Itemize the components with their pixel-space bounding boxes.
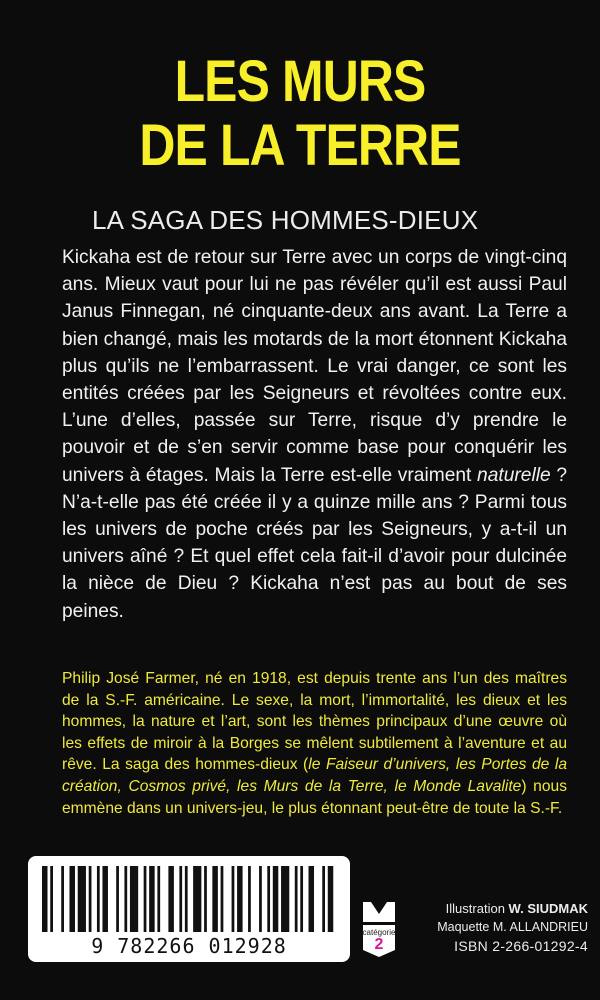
barcode-bar — [273, 866, 279, 932]
barcode-bar — [89, 866, 92, 932]
credits-block — [388, 900, 588, 956]
barcode-bar — [78, 866, 86, 932]
author-bio-paragraph — [62, 668, 567, 819]
barcode-bar — [212, 866, 218, 932]
illustration-credit — [388, 900, 588, 918]
barcode-bar — [168, 866, 174, 932]
barcode-bar — [130, 866, 138, 932]
barcode-bar — [300, 866, 303, 932]
barcode-bar — [144, 866, 147, 932]
barcode-bar — [221, 866, 224, 932]
blurb-paragraph — [62, 244, 567, 625]
barcode-bar — [281, 866, 289, 932]
barcode-bar — [259, 866, 262, 932]
barcode-bar — [237, 866, 243, 932]
barcode-bar — [248, 866, 251, 932]
barcode-bar — [124, 866, 127, 932]
book-title-line-2: DE LA TERRE — [139, 113, 461, 178]
bio-book-titles: le Faiseur d’univers, les Portes de la création, Cosmos privé, les Murs de la Terre, le Monde Lavalite — [62, 756, 567, 795]
blurb-italic-word: naturelle — [477, 464, 551, 486]
barcode-bar — [328, 866, 334, 932]
illustrator-name: W. SIUDMAK — [508, 901, 588, 916]
blurb-text-part-1: Kickaha est de retour sur Terre avec un corps de vingt-cinq ans. Mieux vaut pour lui ne pas révéler qu’il est aussi Paul Janus Finnegan, né cinquante-deux ans avant. La Terre a bien changé, mais les motards de la mort étonnent Kickaha plus qu’ils ne l’embarrassent. Le vrai danger, ce sont les entités créées par les Seigneurs et révoltées contre eux. L’une d’elles, passée sur Terre, risque d’y prendre le pouvoir et de s’en servir comme base pour conquérir les univers à étages. Mais la Terre est-elle vraiment — [62, 247, 567, 486]
barcode-bar — [295, 866, 298, 932]
barcode-bars — [42, 866, 336, 932]
category-label: catégorie — [362, 928, 396, 937]
barcode-digits: 9 782266 012928 — [91, 934, 287, 958]
isbn-number: ISBN 2-266-01292-4 — [454, 938, 588, 954]
barcode-bar — [267, 866, 270, 932]
barcode-bar — [193, 866, 201, 932]
bio-text-part-1: Philip José Farmer, né en 1918, est depuis trente ans l’un des maîtres de la S.-F. américaine. Le sexe, la mort, l’immortalité, les dieux et les hommes, la nature et l’art, sont les thèmes principaux d’une œuvre où les effets de miroir à la Borges se mêlent subtilement à l’aventure et au rêve. La saga des hommes-dieux ( — [62, 670, 567, 774]
book-title-line-1: LES MURS — [174, 49, 426, 114]
series-subtitle: LA SAGA DES HOMMES-DIEUX — [92, 205, 479, 235]
barcode-bar — [97, 866, 100, 932]
barcode-bar — [179, 866, 182, 932]
barcode-bar — [185, 866, 188, 932]
barcode-bar — [42, 866, 48, 932]
book-title — [42, 50, 558, 178]
barcode-bar — [116, 866, 119, 932]
barcode-panel — [28, 856, 350, 962]
barcode-bar — [157, 866, 160, 932]
layout-credit: Maquette M. ALLANDRIEU — [437, 920, 588, 934]
barcode-bar — [102, 866, 108, 932]
category-number: 2 — [374, 936, 384, 953]
barcode-bar — [61, 866, 64, 932]
barcode-bar — [309, 866, 315, 932]
illustration-label: Illustration — [445, 901, 505, 916]
barcode-bar — [204, 866, 207, 932]
barcode-bar — [69, 866, 75, 932]
barcode-bar — [322, 866, 325, 932]
blurb-text-part-2: ? N’a-t-elle pas été créée il y a quinze mille ans ? Parmi tous les univers de poche créés par les Seigneurs, y a-t-il un univers aîné ? Et quel effet cela fait-il d’avoir pour dulcinée la nièce de Dieu ? Kickaha n’est pas au bout de ses peines. — [62, 464, 567, 622]
bio-text-part-2: ) nous emmène dans un univers-jeu, le plus étonnant peut-être de toute la S.-F. — [62, 777, 567, 817]
barcode-bar — [50, 866, 53, 932]
barcode-bar — [232, 866, 235, 932]
barcode-bar — [149, 866, 155, 932]
